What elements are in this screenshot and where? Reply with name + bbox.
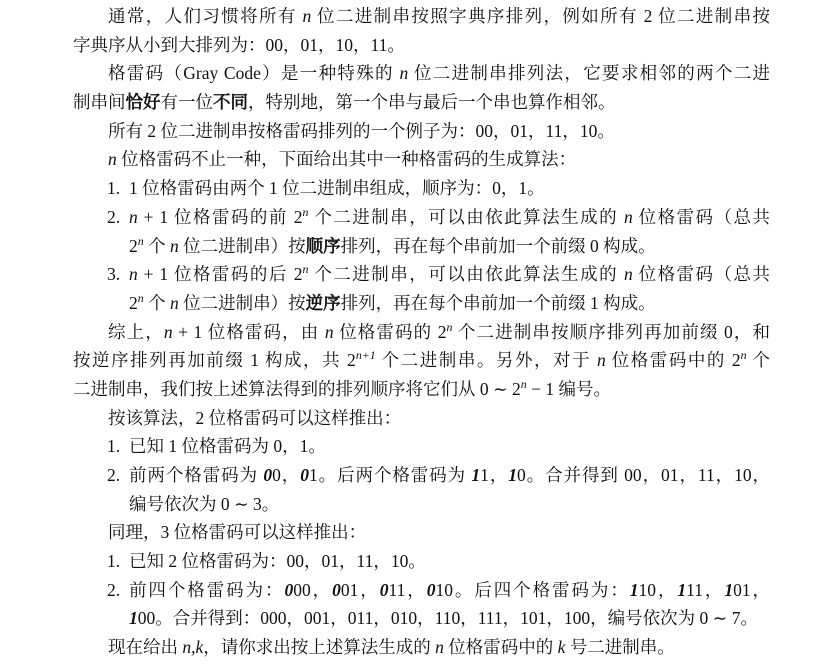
bold-italic-digit: 1 <box>471 465 481 485</box>
superscript: n <box>740 348 747 363</box>
list-item-number: 1. <box>107 436 121 457</box>
text-line <box>129 576 770 605</box>
text-segment: 个二进制串，可以由依此算法生成的 <box>308 206 624 227</box>
problem-description <box>73 2 770 662</box>
paragraph <box>73 518 770 547</box>
text-segment: 个 <box>746 350 771 371</box>
text-line <box>73 59 770 88</box>
text-segment: 前两个格雷码为 <box>129 465 264 485</box>
text-line <box>73 375 770 404</box>
text-segment: 编号依次为 0 ∼ 3。 <box>129 493 280 514</box>
text-line <box>73 2 770 31</box>
text-segment: ，请你求出按上述算法生成的 <box>203 637 436 658</box>
superscript: n <box>302 204 309 219</box>
math-variable: n <box>302 6 312 26</box>
math-variable: n <box>623 264 633 285</box>
text-segment: 已知 1 位格雷码为 0，1。 <box>129 436 326 457</box>
superscript: n <box>137 233 144 248</box>
text-segment: 00。合并得到：000，001，011，010，110，111，101，100，编号依次为 0 ∼ 7。 <box>137 608 758 629</box>
math-variable: n <box>169 235 179 256</box>
text-segment: 位二进制串）按 <box>178 235 306 256</box>
bold-italic-digit: 1 <box>129 608 138 629</box>
superscript: n+1 <box>355 348 376 363</box>
text-line <box>73 145 770 174</box>
text-segment: 同理，3 位格雷码可以这样推出： <box>108 522 367 543</box>
text-segment: ，特别地，第一个串与最后一个串也算作相邻。 <box>248 92 616 113</box>
text-segment: 11， <box>388 579 427 600</box>
bold-emphasis: 逆序 <box>305 292 341 313</box>
paragraph <box>73 59 770 116</box>
text-segment: 位二进制串排列法，它要求相邻的两个二进 <box>408 63 771 84</box>
bold-italic-digit: 1 <box>677 579 687 600</box>
bold-italic-digit: 0 <box>263 465 273 485</box>
superscript: n <box>446 319 453 334</box>
text-line <box>129 260 770 289</box>
list-item <box>73 260 770 317</box>
superscript: n <box>302 262 309 277</box>
text-line <box>129 461 770 490</box>
paragraph <box>73 145 770 174</box>
text-segment: 格雷码（Gray Code）是一种特殊的 <box>108 63 400 84</box>
paragraph <box>73 404 770 433</box>
text-line <box>129 604 770 633</box>
list-item-number: 3. <box>107 264 121 285</box>
text-segment: 00， <box>293 579 333 600</box>
text-line <box>73 346 770 375</box>
text-segment: 位格雷码的 2 <box>333 321 447 342</box>
list-item-number: 2. <box>107 465 121 485</box>
text-line <box>129 174 770 203</box>
text-segment: 按该算法，2 位格雷码可以这样推出： <box>108 407 402 428</box>
text-segment: 所有 2 位二进制串按格雷码排列的一个例子为：00，01，11，10。 <box>108 120 615 141</box>
math-variable: n <box>435 637 444 658</box>
text-line <box>129 289 770 318</box>
text-segment: 01， <box>733 579 771 600</box>
superscript: n <box>137 290 144 305</box>
paragraph <box>73 117 770 146</box>
text-line <box>129 432 770 461</box>
math-variable: n <box>108 149 117 170</box>
text-segment: + 1 位格雷码的后 2 <box>137 264 303 285</box>
text-segment: 通常，人们习惯将所有 <box>108 6 303 26</box>
list-item-number: 1. <box>107 551 121 572</box>
text-segment: 2 <box>129 235 138 256</box>
text-segment: 个二进制串，可以由依此算法生成的 <box>308 264 624 285</box>
list-item-number: 2. <box>107 206 121 227</box>
text-segment: 位格雷码不止一种，下面给出其中一种格雷码的生成算法： <box>116 149 577 170</box>
math-variable: n,k <box>182 637 204 658</box>
text-segment: 排列，再在每个串前加一个前缀 1 构成。 <box>340 292 656 313</box>
text-line <box>73 117 770 146</box>
text-line <box>73 404 770 433</box>
paragraph <box>73 318 770 404</box>
text-segment: 01， <box>340 579 380 600</box>
bold-italic-digit: 1 <box>508 465 518 485</box>
math-variable: n <box>399 63 409 84</box>
text-segment: 二进制串，我们按上述算法得到的排列顺序将它们从 0 ∼ 2 <box>73 378 521 399</box>
math-variable: n <box>324 321 334 342</box>
math-variable: n <box>163 321 173 342</box>
text-segment: 个 <box>143 292 170 313</box>
math-variable: n <box>623 206 633 227</box>
list-item <box>73 432 770 461</box>
text-line <box>73 518 770 547</box>
text-segment: 前四个格雷码为： <box>129 579 285 600</box>
text-segment: 11， <box>686 579 725 600</box>
bold-emphasis: 不同 <box>213 92 248 113</box>
text-segment: 字典序从小到大排列为：00，01，10，11。 <box>73 34 405 55</box>
text-line <box>73 31 770 60</box>
text-segment: 现在给出 <box>108 637 183 658</box>
text-segment: 个二进制串按顺序排列再加前缀 0，和 <box>452 321 771 342</box>
text-line <box>129 203 770 232</box>
text-segment: 1， <box>480 465 509 485</box>
list-item-number: 1. <box>107 178 121 199</box>
math-variable: n <box>129 264 138 285</box>
text-segment: 位二进制串）按 <box>178 292 306 313</box>
bold-italic-digit: 0 <box>379 579 389 600</box>
text-segment: 位格雷码（总共 <box>632 264 771 285</box>
text-segment: 10。后四个格雷码为： <box>435 579 630 600</box>
text-line <box>129 232 770 261</box>
bold-italic-digit: 1 <box>724 579 734 600</box>
text-segment: 1 位格雷码由两个 1 位二进制串组成，顺序为：0，1。 <box>129 178 545 199</box>
text-segment: 已知 2 位格雷码为：00，01，11，10。 <box>129 551 426 572</box>
text-line <box>129 547 770 576</box>
text-line <box>73 88 770 117</box>
text-segment: 0， <box>272 465 301 485</box>
bold-emphasis: 恰好 <box>125 92 161 113</box>
bold-italic-digit: 0 <box>426 579 436 600</box>
bold-italic-digit: 0 <box>332 579 341 600</box>
text-line <box>73 633 770 662</box>
text-segment: 个 <box>143 235 170 256</box>
text-segment: 2 <box>129 292 138 313</box>
list-item-number: 2. <box>107 579 121 600</box>
list-item <box>73 576 770 633</box>
text-segment: 按逆序排列再加前缀 1 构成，共 2 <box>73 350 356 371</box>
text-segment: 制串间 <box>73 92 126 113</box>
bold-emphasis: 顺序 <box>305 235 341 256</box>
bold-italic-digit: 0 <box>300 465 309 485</box>
bold-italic-digit: 0 <box>284 579 294 600</box>
bold-italic-digit: 1 <box>629 579 639 600</box>
list-item <box>73 461 770 518</box>
math-variable: n <box>597 350 606 371</box>
text-segment: 综上， <box>108 321 164 342</box>
text-segment: 个二进制串。另外，对于 <box>375 350 598 371</box>
text-segment: 1。后两个格雷码为 <box>308 465 472 485</box>
text-segment: 10， <box>638 579 678 600</box>
superscript: n <box>520 376 527 391</box>
list-item <box>73 547 770 576</box>
text-line <box>129 490 770 519</box>
text-segment: + 1 位格雷码的前 2 <box>137 206 303 227</box>
paragraph <box>73 633 770 662</box>
list-item <box>73 174 770 203</box>
text-segment: 位格雷码中的 <box>443 637 558 658</box>
text-segment: + 1 位格雷码，由 <box>172 321 325 342</box>
text-line <box>73 318 770 347</box>
text-segment: 位二进制串按照字典序排列，例如所有 2 位二进制串按 <box>311 6 770 26</box>
text-segment: − 1 编号。 <box>526 378 611 399</box>
math-variable: k <box>557 637 566 658</box>
text-segment: 排列，再在每个串前加一个前缀 0 构成。 <box>340 235 656 256</box>
text-segment: 位格雷码中的 2 <box>605 350 741 371</box>
math-variable: n <box>169 292 179 313</box>
text-segment: 0。合并得到 00，01，11，10， <box>517 465 771 485</box>
text-segment: 位格雷码（总共 <box>632 206 771 227</box>
text-segment: 号二进制串。 <box>565 637 675 658</box>
paragraph <box>73 2 770 59</box>
math-variable: n <box>129 206 138 227</box>
list-item <box>73 203 770 260</box>
text-segment: 有一位 <box>160 92 213 113</box>
